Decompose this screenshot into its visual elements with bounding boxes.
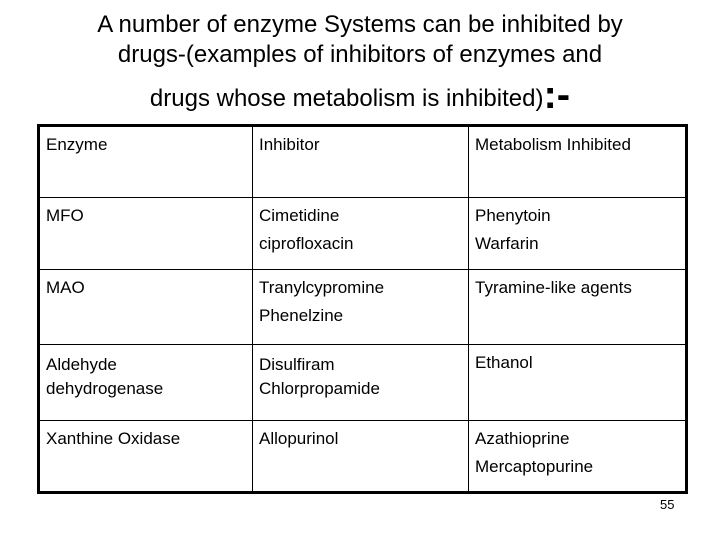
cell-metabolism — [469, 270, 687, 345]
table-row — [39, 344, 687, 421]
cell-line: Allopurinol — [259, 429, 339, 449]
cell-enzyme — [39, 270, 253, 345]
cell-line: MAO — [46, 278, 85, 298]
cell-enzyme — [39, 344, 253, 421]
cell-line: Phenelzine — [259, 306, 344, 326]
cell-inhibitor — [253, 270, 469, 345]
cell-line: Azathioprine — [475, 429, 570, 449]
cell-line: Aldehyde — [46, 354, 117, 374]
header-metabolism-inhibited: Metabolism Inhibited — [469, 126, 687, 198]
cell-line: Chlorpropamide — [259, 378, 380, 398]
header-enzyme: Enzyme — [39, 126, 253, 198]
cell-line: Phenytoin — [475, 205, 551, 225]
cell-line: Ethanol — [475, 352, 533, 372]
cell-inhibitor — [253, 421, 469, 493]
cell-metabolism — [469, 344, 687, 421]
cell-inhibitor — [253, 344, 469, 421]
cell-line: ciprofloxacin — [259, 233, 354, 253]
title-line-2: drugs-(examples of inhibitors of enzymes and — [117, 41, 603, 68]
table-row — [39, 421, 687, 493]
cell-metabolism — [469, 197, 687, 270]
title-line-3 — [0, 73, 720, 117]
header-inhibitor: Inhibitor — [253, 126, 469, 198]
cell-line: Disulfiram — [259, 354, 335, 374]
cell-line: Tranylcypromine — [259, 278, 385, 298]
cell-line: Tyramine-like agents — [475, 278, 632, 298]
cell-inhibitor — [253, 197, 469, 270]
cell-line: Xanthine Oxidase — [46, 429, 181, 449]
title-line-1: A number of enzyme Systems can be inhibited by — [97, 11, 623, 38]
table-row — [39, 270, 687, 345]
cell-line: Mercaptopurine — [475, 457, 594, 477]
table-row — [39, 197, 687, 270]
cell-metabolism — [469, 421, 687, 493]
cell-enzyme — [39, 197, 253, 270]
cell-line: Cimetidine — [259, 205, 340, 225]
cell-line: dehydrogenase — [46, 378, 164, 398]
cell-enzyme — [39, 421, 253, 493]
cell-line: Warfarin — [475, 233, 539, 253]
enzyme-inhibitor-table — [37, 124, 688, 494]
cell-line: MFO — [46, 205, 84, 225]
page-number: 55 — [660, 497, 675, 512]
table-header-row — [39, 126, 687, 198]
slide-title — [0, 10, 720, 117]
title-colon-dash: :- — [543, 73, 571, 117]
title-line-3-text: drugs whose metabolism is inhibited) — [149, 85, 544, 112]
